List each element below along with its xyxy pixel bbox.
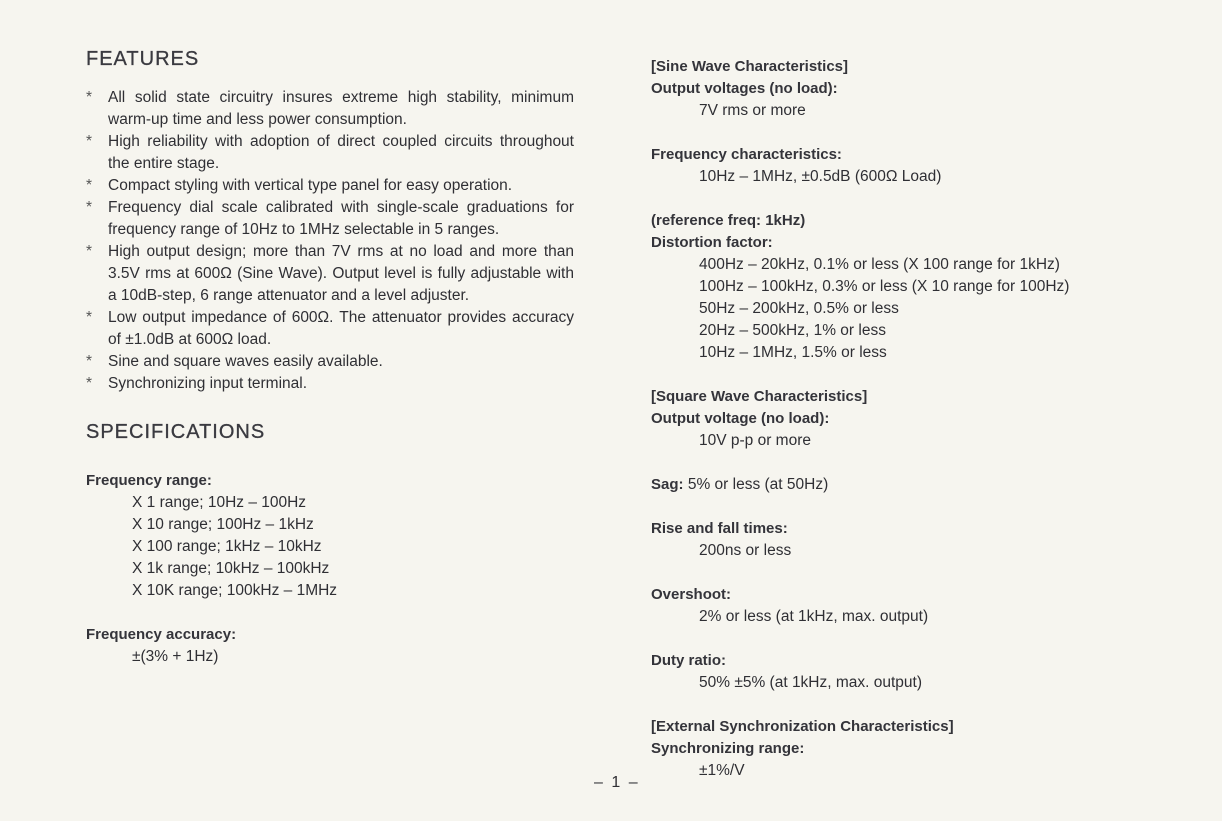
frequency-accuracy-label: Frequency accuracy: bbox=[86, 626, 237, 643]
duty-ratio-label: Duty ratio: bbox=[651, 652, 726, 669]
frequency-accuracy-block bbox=[86, 624, 574, 668]
features-list bbox=[86, 87, 574, 395]
feature-item: * High output design; more than 7V rms at no load and more than 3.5V rms at 600Ω (Sine Wave). Output level is fully adjustable with a 10dB-step, 6 range attenuator and a level adjuster. bbox=[86, 241, 574, 307]
right-column bbox=[651, 56, 1171, 782]
distortion-value: 50Hz – 200kHz, 0.5% or less bbox=[699, 300, 899, 317]
sag-row bbox=[651, 474, 1171, 496]
frequency-range-value: X 1 range; 10Hz – 100Hz bbox=[132, 494, 307, 511]
left-column bbox=[86, 48, 574, 668]
page-number: – 1 – bbox=[594, 774, 640, 791]
frequency-range-value: X 10 range; 100Hz – 1kHz bbox=[132, 516, 314, 533]
frequency-range-label: Frequency range: bbox=[86, 472, 212, 489]
overshoot-value: 2% or less (at 1kHz, max. output) bbox=[699, 608, 929, 625]
feature-item: * Sine and square waves easily available. bbox=[86, 351, 574, 373]
frequency-characteristics-label: Frequency characteristics: bbox=[651, 146, 842, 163]
distortion-value: 400Hz – 20kHz, 0.1% or less (X 100 range for 1kHz) bbox=[699, 256, 1060, 273]
rise-fall-label: Rise and fall times: bbox=[651, 520, 788, 537]
features-heading: FEATURES bbox=[86, 48, 200, 70]
distortion-value: 10Hz – 1MHz, 1.5% or less bbox=[699, 344, 887, 361]
frequency-range-value: X 10K range; 100kHz – 1MHz bbox=[132, 582, 338, 599]
feature-item: * Low output impedance of 600Ω. The attenuator provides accuracy of ±1.0dB at 600Ω load. bbox=[86, 307, 574, 351]
feature-item: * Frequency dial scale calibrated with single-scale graduations for frequency range of 10Hz to 1MHz selectable in 5 ranges. bbox=[86, 197, 574, 241]
frequency-range-value: X 1k range; 10kHz – 100kHz bbox=[132, 560, 330, 577]
sync-range-label: Synchronizing range: bbox=[651, 740, 805, 757]
sag-value: 5% or less (at 50Hz) bbox=[687, 476, 829, 493]
frequency-accuracy-value: ±(3% + 1Hz) bbox=[132, 648, 219, 665]
external-sync-heading: [External Synchronization Characteristics] bbox=[651, 718, 954, 735]
duty-ratio-value: 50% ±5% (at 1kHz, max. output) bbox=[699, 674, 923, 691]
feature-item: * Compact styling with vertical type panel for easy operation. bbox=[86, 175, 574, 197]
sine-output-label: Output voltages (no load): bbox=[651, 80, 838, 97]
specifications-heading: SPECIFICATIONS bbox=[86, 421, 266, 443]
frequency-range-value: X 100 range; 1kHz – 10kHz bbox=[132, 538, 322, 555]
overshoot-label: Overshoot: bbox=[651, 586, 732, 603]
frequency-range-block bbox=[86, 470, 574, 602]
square-output-label: Output voltage (no load): bbox=[651, 410, 830, 427]
distortion-value: 100Hz – 100kHz, 0.3% or less (X 10 range for 100Hz) bbox=[699, 278, 1070, 295]
frequency-characteristics-value: 10Hz – 1MHz, ±0.5dB (600Ω Load) bbox=[699, 168, 942, 185]
feature-item: * All solid state circuitry insures extreme high stability, minimum warm-up time and less power consumption. bbox=[86, 87, 574, 131]
sine-heading: [Sine Wave Characteristics] bbox=[651, 58, 849, 75]
sag-label: Sag: bbox=[651, 476, 684, 493]
square-heading: [Square Wave Characteristics] bbox=[651, 388, 868, 405]
sync-range-value: ±1%/V bbox=[699, 762, 745, 779]
feature-item: * High reliability with adoption of direct coupled circuits throughout the entire stage. bbox=[86, 131, 574, 175]
sine-output-value: 7V rms or more bbox=[699, 102, 806, 119]
reference-freq-label: (reference freq: 1kHz) bbox=[651, 212, 806, 229]
rise-fall-value: 200ns or less bbox=[699, 542, 792, 559]
feature-item: * Synchronizing input terminal. bbox=[86, 373, 574, 395]
square-output-value: 10V p-p or more bbox=[699, 432, 811, 449]
distortion-value: 20Hz – 500kHz, 1% or less bbox=[699, 322, 886, 339]
distortion-factor-label: Distortion factor: bbox=[651, 234, 773, 251]
